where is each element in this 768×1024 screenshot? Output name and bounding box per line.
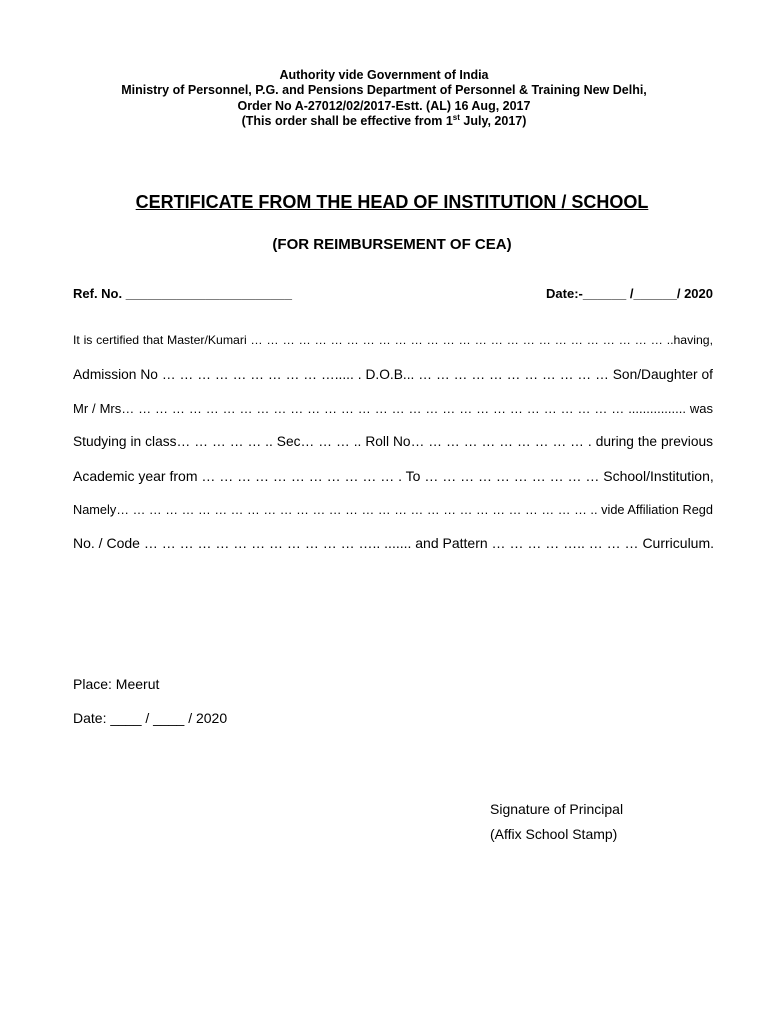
body-line-certified: It is certified that Master/Kumari … … … … … … … … … … … … … … … … … … … … … … … … … … ..having,	[73, 333, 713, 347]
authority-header	[0, 68, 768, 129]
effective-text-pre: (This order shall be effective from 1	[241, 113, 453, 128]
ref-number: Ref. No. _______________________	[73, 286, 293, 301]
body-line-academic-year: Academic year from … … … … … … … … … … … . To … … … … … … … … … … School/Institution,	[73, 468, 714, 484]
body-line-code: No. / Code … … … … … … … … … … … … ….. ....... and Pattern … … … … ….. … … … Curriculum.	[73, 535, 715, 551]
body-line-namely: Namely… … … … … … … … … … … … … … … … … … … … … … … … … … … … … .. vide Affiliation Regd	[73, 502, 713, 517]
footer-date-line: Date: ____ / ____ / 2020	[73, 710, 228, 726]
body-line-parent: Mr / Mrs… … … … … … … … … … … … … … … … … … … … … … … … … … … … … … ................ was	[73, 401, 713, 416]
header-line-ministry: Ministry of Personnel, P.G. and Pensions Department of Personnel & Training New Delhi,	[121, 83, 647, 98]
ref-date: Date:-______ /______/ 2020	[546, 286, 713, 301]
header-line-effective	[0, 114, 768, 129]
header-line-authority: Authority vide Government of India	[279, 68, 489, 82]
body-line-class: Studying in class… … … … … .. Sec… … … .. Roll No… … … … … … … … … … . during the previous	[73, 434, 713, 449]
effective-text-sup: st	[452, 112, 460, 122]
body-line-admission: Admission No … … … … … … … … … …..... . D.O.B... … … … … … … … … … … … Son/Daughter of	[73, 367, 713, 382]
place-line: Place: Meerut	[73, 676, 160, 692]
effective-text-post: July, 2017)	[459, 113, 527, 128]
header-line-order: Order No A-27012/02/2017-Estt. (AL) 16 Aug, 2017	[237, 98, 531, 113]
certificate-subtitle: (FOR REIMBURSEMENT OF CEA)	[272, 236, 512, 253]
signature-label: Signature of Principal	[490, 801, 624, 817]
stamp-label: (Affix School Stamp)	[490, 826, 618, 842]
certificate-title: CERTIFICATE FROM THE HEAD OF INSTITUTION / SCHOOL	[135, 192, 649, 212]
reference-row	[73, 286, 713, 301]
